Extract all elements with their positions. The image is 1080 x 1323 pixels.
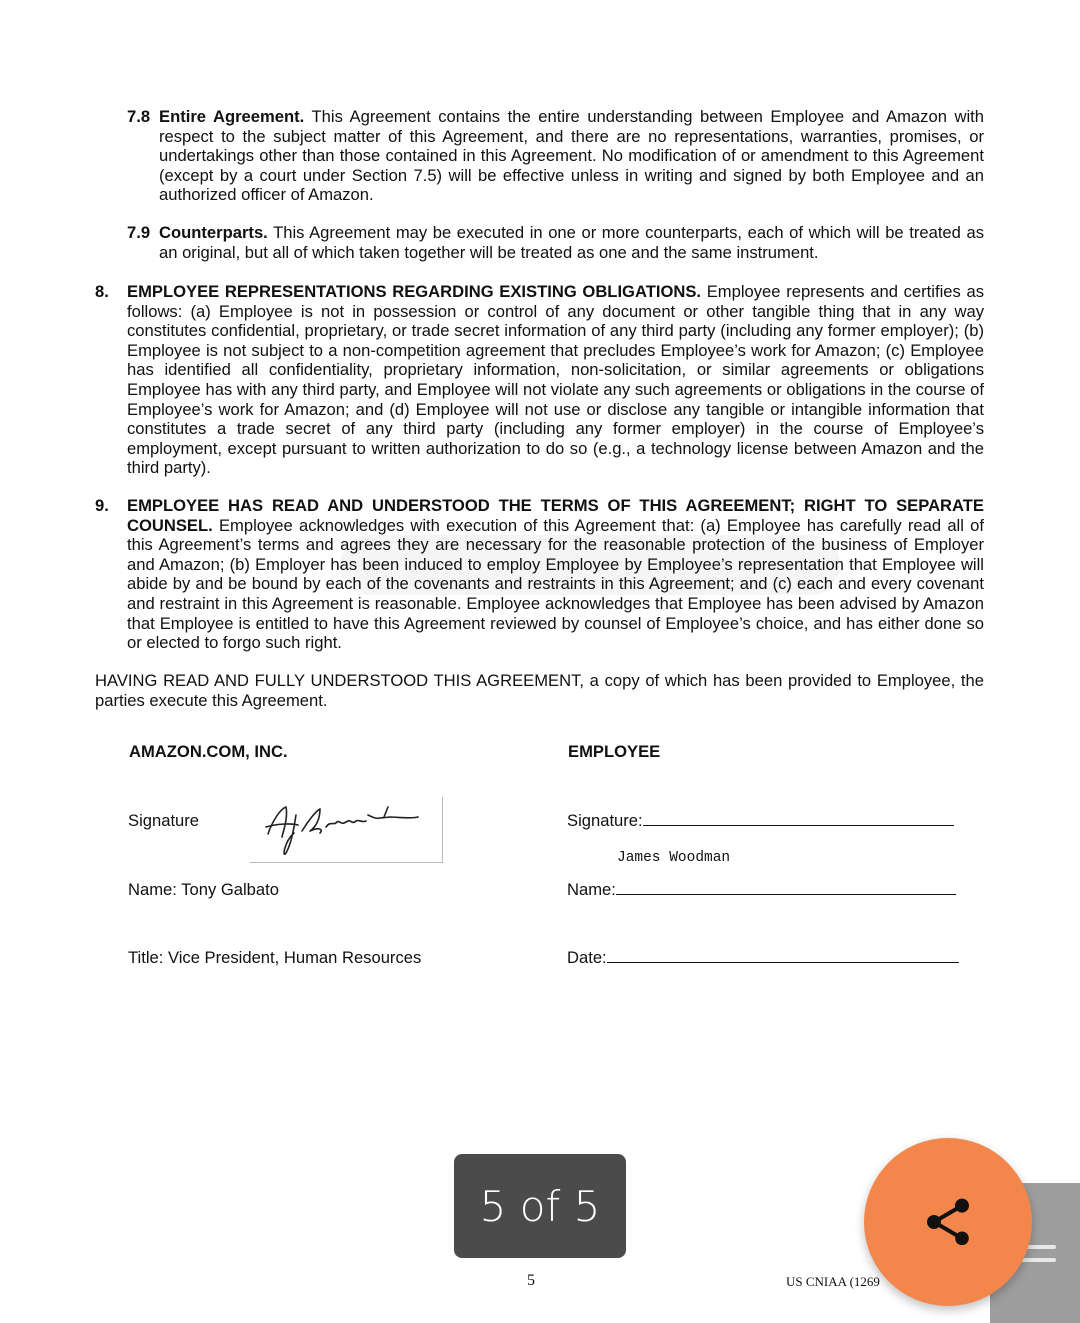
section-7-8-heading: Entire Agreement. <box>159 107 305 126</box>
employee-date-label: Date: <box>567 948 607 967</box>
date-underline <box>607 948 959 963</box>
employee-typed-name: James Woodman <box>617 850 731 866</box>
employee-signature-label: Signature: <box>567 811 643 830</box>
section-number-7-8: 7.8 <box>127 107 151 126</box>
section-8-text: Employee represents and certifies as follows: (a) Employee is not in possession or control of any document or other tangible thing that in any way constitutes confidential, proprietary, or trade secret information of any third party (including any former employer); (b) Employee is not subject to a non-competition agreement that precludes Employee’s work for Amazon; (c) Employee has identified all confidentiality, proprietary information, non-solicitation, or similar agreements or obligations Employee has with any third party, and Employee will not violate any such agreements or obligations in the course of Employee’s work for Amazon; and (d) Employee will not use or disclose any tangible or intangible information that constitutes a trade secret of any third party (including any former employer) in the course of Employee’s employment, except pursuant to written authorization to do so (e.g., a technology license between Amazon and the third party). <box>127 282 984 478</box>
company-signature-box <box>250 797 443 863</box>
section-7-8 <box>159 107 984 205</box>
section-8 <box>127 282 984 478</box>
name-underline <box>616 880 956 895</box>
company-heading: AMAZON.COM, INC. <box>129 742 288 761</box>
section-7-9-text: This Agreement may be executed in one or more counterparts, each of which will be treated as an original, but all of which taken together will be treated as one and the same instrument. <box>159 223 984 262</box>
employee-name-field[interactable] <box>567 880 956 900</box>
employee-date-field[interactable] <box>567 948 959 968</box>
page-number: 5 <box>527 1272 535 1289</box>
employee-name-label: Name: <box>567 880 616 899</box>
section-number-7-9: 7.9 <box>127 223 151 242</box>
section-7-9-heading: Counterparts. <box>159 223 268 242</box>
share-icon <box>920 1194 976 1250</box>
employee-signature-field[interactable] <box>567 811 954 831</box>
company-title-line: Title: Vice President, Human Resources <box>128 948 422 967</box>
section-9-text: Employee acknowledges with execution of this Agreement that: (a) Employee has carefully read all of this Agreement’s terms and agrees they are necessary for the reasonable protection of the business of Employer and Amazon; (b) Employer has been induced to employ Employee by Employee’s representation that Employee will abide by and be bound by each of the covenants and restraints in this Agreement; and (c) each and every covenant and restraint in this Agreement is reasonable. Employee acknowledges that Employee has been advised by Amazon that Employee is entitled to have this Agreement reviewed by counsel of Employee’s choice, and has either done so or elected to forgo such right. <box>127 515 984 653</box>
handwritten-signature-icon <box>250 797 442 862</box>
signature-underline <box>643 811 954 826</box>
section-8-heading: EMPLOYEE REPRESENTATIONS REGARDING EXISTING OBLIGATIONS. <box>127 282 702 301</box>
section-7-9 <box>159 223 984 262</box>
footer-code: US CNIAA (1269 <box>786 1274 880 1289</box>
section-9 <box>127 496 984 653</box>
closing-statement: HAVING READ AND FULLY UNDERSTOOD THIS AGREEMENT, a copy of which has been provided to Employee, the parties execute this Agreement. <box>95 671 984 710</box>
company-name-line: Name: Tony Galbato <box>128 880 279 899</box>
company-signature-label: Signature <box>128 811 200 830</box>
section-number-8: 8. <box>95 282 109 301</box>
share-button[interactable] <box>864 1138 1032 1306</box>
section-number-9: 9. <box>95 496 109 515</box>
section-9-heading: EMPLOYEE HAS READ AND UNDERSTOOD THE TERMS OF THIS AGREEMENT; RIGHT TO SEPARATE COUNSEL. <box>127 496 984 535</box>
section-7-8-text: This Agreement contains the entire understanding between Employee and Amazon with respect to the subject matter of this Agreement, and there are no representations, warranties, promises, or undertakings other than those contained in this Agreement. No modification of or amendment to this Agreement (except by a court under Section 7.5) will be effective unless in writing and signed by both Employee and an authorized officer of Amazon. <box>159 107 984 205</box>
employee-heading: EMPLOYEE <box>568 742 661 761</box>
page-indicator: 5 of 5 <box>454 1154 626 1258</box>
